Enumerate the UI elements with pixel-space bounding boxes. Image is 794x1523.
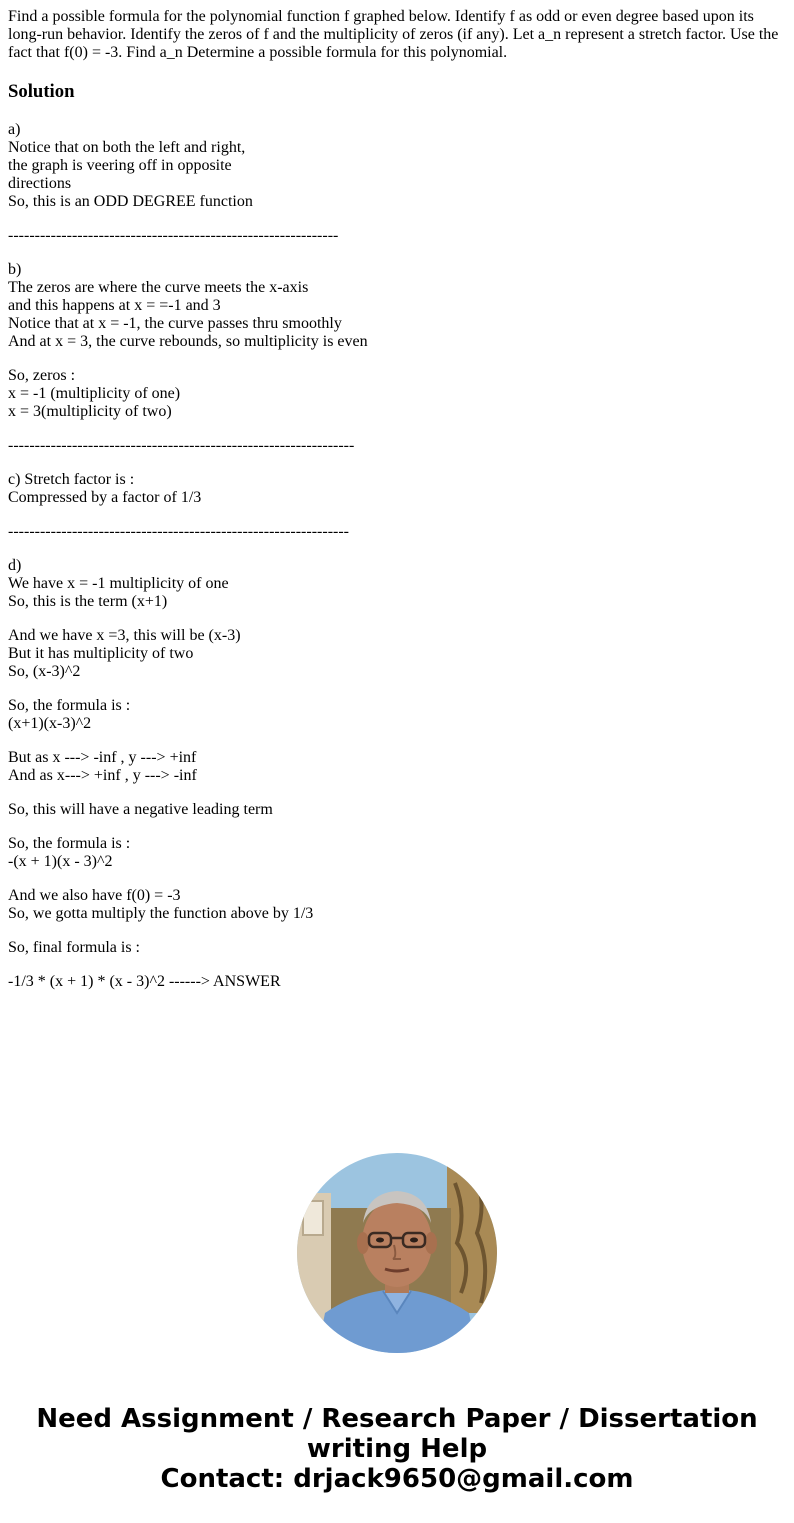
solution-line: x = 3(multiplicity of two) [8,403,172,420]
solution-line: And we also have f(0) = -3 [8,887,181,904]
solution-line: directions [8,175,72,192]
footer-contact: Contact: drjack9650@gmail.com [160,1464,634,1494]
solution-paragraph [8,835,786,871]
solution-paragraph [8,261,786,351]
solution-line: And at x = 3, the curve rebounds, so multiplicity is even [8,333,368,350]
solution-line: Notice that on both the left and right, [8,139,246,156]
solution-line: and this happens at x = =-1 and 3 [8,297,221,314]
solution-line: So, this is an ODD DEGREE function [8,193,253,210]
solution-line: a) [8,121,21,138]
question-text: Find a possible formula for the polynomial function f graphed below. Identify f as odd or even degree based upon its long-run behavior. Identify the zeros of f and the multiplicity of zeros (if any). Let a_n represent a stretch factor. Use the fact that f(0) = -3. Find a_n Determine a possible formula for this polynomial. [8,8,779,61]
divider-text: ---------------------------------------------------------------- [8,523,349,540]
solution-line: And as x---> +inf , y ---> -inf [8,767,197,784]
solution-paragraph [8,749,786,785]
final-answer-line: -1/3 * (x + 1) * (x - 3)^2 ------> ANSWER [8,973,281,990]
solution-paragraph [8,697,786,733]
divider-line [8,437,786,455]
solution-line: And we have x =3, this will be (x-3) [8,627,241,644]
solution-line: So, this is the term (x+1) [8,593,168,610]
solution-line: But it has multiplicity of two [8,645,194,662]
solution-heading: Solution [8,81,75,102]
solution-paragraph [8,801,786,819]
solution-line: Compressed by a factor of 1/3 [8,489,202,506]
divider-text: -------------------------------------------------------------- [8,227,339,244]
solution-line: d) [8,557,22,574]
solution-line: Notice that at x = -1, the curve passes thru smoothly [8,315,342,332]
final-answer [8,973,786,991]
solution-paragraph [8,939,786,957]
solution-paragraph [8,121,786,211]
solution-paragraph [8,557,786,611]
divider-line [8,227,786,245]
solution-line: b) [8,261,22,278]
solution-line: So, (x-3)^2 [8,663,81,680]
solution-line: -(x + 1)(x - 3)^2 [8,853,113,870]
author-portrait-image [297,1153,497,1353]
solution-line: The zeros are where the curve meets the x-axis [8,279,309,296]
solution-line: (x+1)(x-3)^2 [8,715,92,732]
solution-line: the graph is veering off in opposite [8,157,232,174]
solution-line: So, the formula is : [8,835,131,852]
solution-line: x = -1 (multiplicity of one) [8,385,181,402]
author-avatar [297,1153,497,1353]
solution-line: So, this will have a negative leading term [8,801,273,818]
solution-line: So, zeros : [8,367,76,384]
footer-banner [0,1404,794,1494]
solution-paragraph [8,887,786,923]
solution-line: So, final formula is : [8,939,140,956]
solution-paragraph [8,367,786,421]
solution-line: But as x ---> -inf , y ---> +inf [8,749,197,766]
divider-text: ----------------------------------------------------------------- [8,437,355,454]
solution-body [8,121,786,1007]
solution-line: So, we gotta multiply the function above by 1/3 [8,905,314,922]
solution-paragraph [8,471,786,507]
solution-line: So, the formula is : [8,697,131,714]
footer-line-2: writing Help [306,1434,488,1464]
solution-line: c) Stretch factor is : [8,471,135,488]
divider-line [8,523,786,541]
solution-line: We have x = -1 multiplicity of one [8,575,229,592]
solution-paragraph [8,627,786,681]
footer-line-1: Need Assignment / Research Paper / Dissertation [36,1404,758,1434]
